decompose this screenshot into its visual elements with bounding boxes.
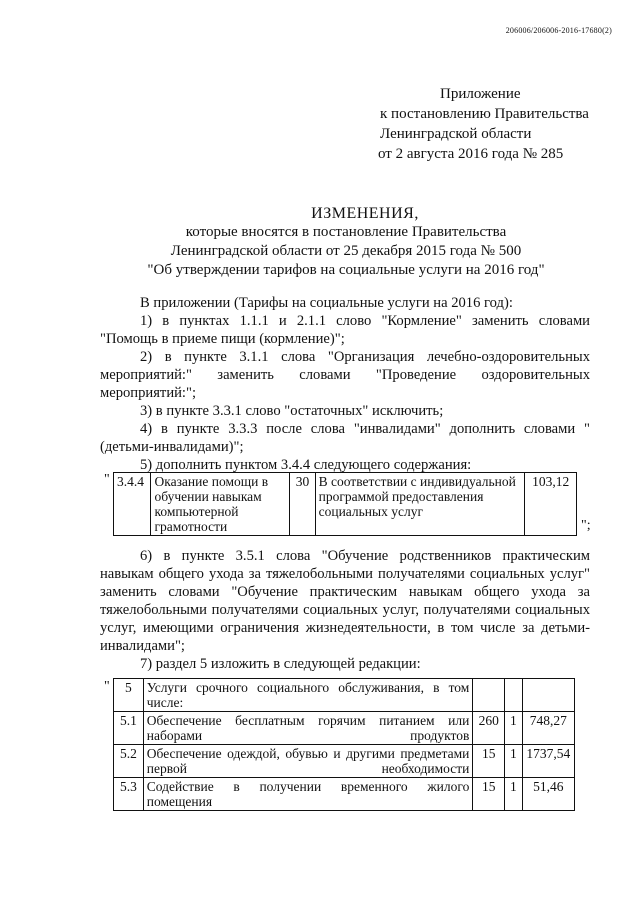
- row-tariff: [522, 679, 574, 712]
- row-code: 5.1: [114, 712, 144, 745]
- item-6-paragraph: 6) в пункте 3.5.1 слова "Обучение родственников практическим навыкам общего ухода за тяжелобольными получателями социальных услуг" заменить словами "Обучение практическим навыкам общего ухода за тяжелобольными получателями социальных услуг, получателями социальных услуг, имеющими ограничения жизнедеятельности, в том числе за детьми-инвалидами";: [100, 548, 590, 654]
- intro-paragraph: В приложении (Тарифы на социальные услуги на 2016 год):: [140, 295, 513, 311]
- item-2-paragraph: 2) в пункте 3.1.1 слова "Организация лечебно-оздоровительных мероприятий:" заменить словами "Проведение оздоровительных мероприятий:";: [100, 349, 590, 401]
- table-row: [114, 712, 575, 745]
- item-5-paragraph: 5) дополнить пунктом 3.4.4 следующего содержания:: [140, 457, 472, 473]
- table-row: [114, 778, 575, 811]
- heading-line-2: Ленинградской области от 25 декабря 2015 года № 500: [170, 243, 522, 259]
- row-service-name: Услуги срочного социального обслуживания, в том числе:: [143, 679, 473, 712]
- row-qty: 1: [505, 745, 522, 778]
- heading-line-3: "Об утверждении тарифов на социальные услуги на 2016 год": [147, 262, 545, 278]
- table-row: [114, 473, 577, 536]
- table1-open-quote: ": [104, 472, 110, 487]
- row-time: 260: [473, 712, 505, 745]
- row-qty: 1: [505, 778, 522, 811]
- row-service-name: Обеспечение одеждой, обувью и другими предметами первой необходимости: [143, 745, 473, 778]
- row-service-name: Обеспечение бесплатным горячим питанием или наборами продуктов: [143, 712, 473, 745]
- row-code: 5: [114, 679, 144, 712]
- table-row: [114, 745, 575, 778]
- table2-open-quote: ": [104, 679, 110, 694]
- row-time: 15: [473, 745, 505, 778]
- row-qty: [505, 679, 522, 712]
- item-3-paragraph: 3) в пункте 3.3.1 слово "остаточных" исключить;: [140, 403, 444, 419]
- row-tariff: 51,46: [522, 778, 574, 811]
- appendix-line-1: Приложение: [440, 86, 521, 102]
- document-heading: [96, 204, 596, 280]
- appendix-line-3: Ленинградской области: [380, 126, 532, 142]
- row-tariff: 103,12: [525, 473, 577, 536]
- body-section-2: [100, 547, 590, 673]
- row-basis: В соответствии с индивидуальной программой предоставления социальных услуг: [315, 473, 525, 536]
- row-code: 5.2: [114, 745, 144, 778]
- tariff-table-3-4-4: [113, 472, 577, 536]
- table-row: [114, 679, 575, 712]
- appendix-line-4: от 2 августа 2016 года № 285: [378, 146, 564, 162]
- tariff-table-section-5: [113, 678, 575, 811]
- row-code: 5.3: [114, 778, 144, 811]
- heading-line-1: которые вносятся в постановление Правительства: [185, 224, 507, 240]
- table1-close-quote: ";: [581, 518, 591, 533]
- row-service-name: Содействие в получении временного жилого помещения: [143, 778, 473, 811]
- row-service-name: Оказание помощи в обучении навыкам компьютерной грамотности: [151, 473, 290, 536]
- row-time: 15: [473, 778, 505, 811]
- appendix-block: [378, 84, 589, 164]
- row-time: [473, 679, 505, 712]
- row-tariff: 748,27: [522, 712, 574, 745]
- row-code: 3.4.4: [114, 473, 151, 536]
- appendix-line-2: к постановлению Правительства: [380, 106, 589, 122]
- document-id: 206006/206006-2016-17680(2): [505, 26, 612, 35]
- item-1-paragraph: 1) в пунктах 1.1.1 и 2.1.1 слово "Кормление" заменить словами "Помощь в приеме пищи (кормление)";: [100, 313, 590, 347]
- body-section-1: [100, 294, 590, 474]
- row-tariff: 1737,54: [522, 745, 574, 778]
- heading-title: ИЗМЕНЕНИЯ,: [311, 205, 419, 222]
- item-4-paragraph: 4) в пункте 3.3.3 после слова "инвалидами" дополнить словами "(детьми-инвалидами)";: [100, 421, 590, 455]
- row-qty: 1: [505, 712, 522, 745]
- item-7-paragraph: 7) раздел 5 изложить в следующей редакции:: [140, 656, 421, 672]
- row-time: 30: [290, 473, 315, 536]
